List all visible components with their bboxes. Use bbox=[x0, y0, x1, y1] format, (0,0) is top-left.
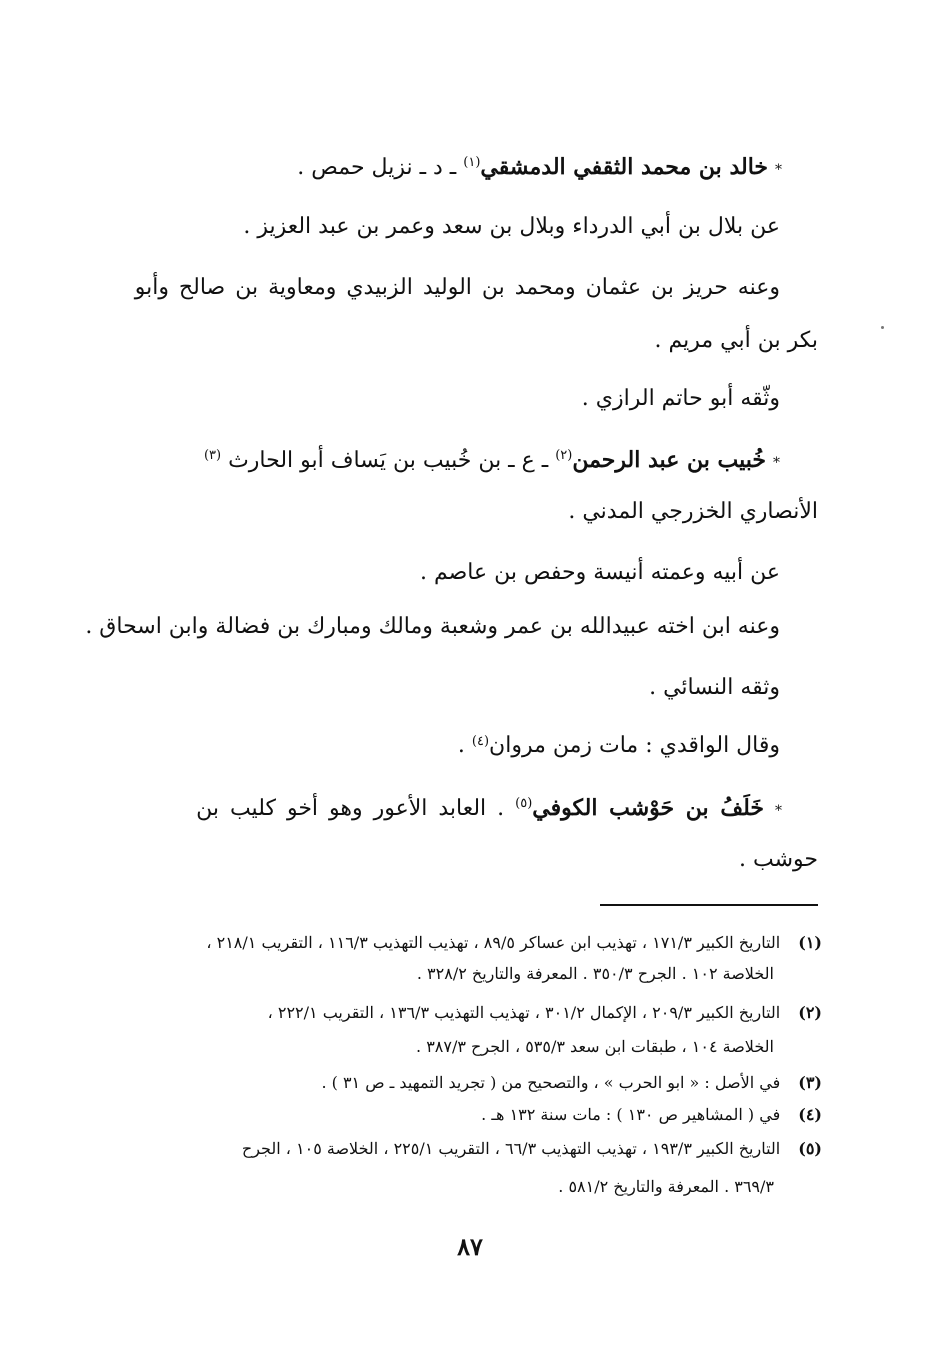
footnote-3-number: (٣) bbox=[798, 1073, 822, 1092]
footnote-ref-2: (٢) bbox=[555, 448, 573, 463]
entry-1-rest: ـ د ـ نزيل حمص . bbox=[297, 155, 464, 180]
footnote-4 bbox=[481, 1104, 822, 1126]
entry-2-heading bbox=[204, 445, 780, 478]
entry-2-death bbox=[458, 731, 780, 761]
entry-2-rest: ـ ع ـ بن خُبيب بن يَساف أبو الحارث bbox=[221, 448, 556, 473]
entry-2-trust: وثقه النسائي . bbox=[649, 675, 780, 700]
footnote-2-cont: الخلاصة ١٠٤ ، طبقات ابن سعد ٥٣٥/٣ ، الجرح ٣٨٧/٣ . bbox=[416, 1037, 774, 1056]
entry-2-narrators: وعنه ابن اخته عبيدالله بن عمر وشعبة ومالك ومبارك بن فضالة وابن اسحاق . bbox=[85, 614, 780, 639]
entry-star: * bbox=[775, 803, 782, 819]
entry-3-rest: . العابد الأعور وهو أخو كليب بن bbox=[196, 796, 516, 821]
entry-1-name: خالد بن محمد الثقفي الدمشقي bbox=[480, 154, 768, 180]
entry-2-from: عن أبيه وعمته أنيسة وحفص بن عاصم . bbox=[419, 560, 780, 585]
entry-2-death-text: وقال الواقدي : مات زمن مروان bbox=[489, 733, 780, 758]
footnote-2-number: (٢) bbox=[798, 1003, 822, 1022]
footnote-5-cont: ٣٦٩/٣ . المعرفة والتاريخ ٥٨١/٢ . bbox=[558, 1177, 774, 1196]
entry-1-narrators-2: بكر بن أبي مريم . bbox=[654, 328, 818, 353]
entry-1-narrators-1: وعنه حريز بن عثمان ومحمد بن الوليد الزبيدي ومعاوية بن صالح وأبو bbox=[134, 275, 780, 300]
footnote-1-line-1: التاريخ الكبير ١٧١/٣ ، تهذيب ابن عساكر ٨٩/٥ ، تهذيب التهذيب ١١٦/٣ ، التقريب ٢١٨/١ ، bbox=[206, 933, 781, 952]
entry-3-name: خَلَفُ بن حَوْشب الكوفي bbox=[532, 795, 764, 821]
page-number: ٨٧ bbox=[457, 1232, 483, 1261]
footnote-4-text: في ( المشاهير ص ١٣٠ ) : مات سنة ١٣٢ هـ . bbox=[481, 1105, 781, 1124]
footnote-5-number: (٥) bbox=[798, 1139, 822, 1158]
entry-star: * bbox=[775, 162, 782, 178]
footnote-2 bbox=[268, 1002, 822, 1024]
footnote-3 bbox=[321, 1072, 822, 1094]
footnote-separator bbox=[600, 904, 818, 906]
footnote-3-text: في الأصل : « ابو الحرب » ، والتصحيح من ( تجريد التمهيد ـ ص ٣١ ) . bbox=[321, 1073, 781, 1092]
entry-1-from: عن بلال بن أبي الدرداء وبلال بن سعد وعمر بن عبد العزيز . bbox=[243, 214, 780, 239]
entry-2-death-end: . bbox=[457, 733, 472, 758]
footnote-ref-3: (٣) bbox=[203, 448, 222, 463]
footnote-ref-4: (٤) bbox=[471, 734, 490, 749]
footnote-ref-5: (٥) bbox=[515, 796, 533, 811]
footnote-1 bbox=[206, 932, 822, 954]
footnote-1-cont: الخلاصة ١٠٢ . الجرح ٣٥٠/٣ . المعرفة والتاريخ ٣٢٨/٢ . bbox=[416, 964, 774, 983]
entry-1-trust: وثّقه أبو حاتم الرازي . bbox=[581, 386, 780, 411]
footnote-1-number: (١) bbox=[798, 933, 822, 952]
footnote-5 bbox=[242, 1138, 822, 1160]
entry-1-heading bbox=[297, 152, 782, 185]
entry-star: * bbox=[773, 455, 780, 471]
entry-3-heading bbox=[196, 793, 782, 826]
footnote-2-line-1: التاريخ الكبير ٢٠٩/٣ ، الإكمال ٣٠١/٢ ، تهذيب التهذيب ١٣٦/٣ ، التقريب ٢٢٢/١ ، bbox=[267, 1003, 781, 1022]
entry-2-name: خُبيب بن عبد الرحمن bbox=[572, 447, 766, 473]
entry-2-nisba: الأنصاري الخزرجي المدني . bbox=[568, 499, 818, 524]
entry-3-line2: حوشب . bbox=[739, 847, 818, 872]
footnote-4-number: (٤) bbox=[798, 1105, 822, 1124]
footnote-5-line-1: التاريخ الكبير ١٩٣/٣ ، تهذيب التهذيب ٦٦/٣ ، التقريب ٢٢٥/١ ، الخلاصة ١٠٥ ، الجرح bbox=[241, 1139, 781, 1158]
footnote-ref-1: (١) bbox=[463, 155, 481, 170]
scan-speck bbox=[881, 326, 884, 329]
